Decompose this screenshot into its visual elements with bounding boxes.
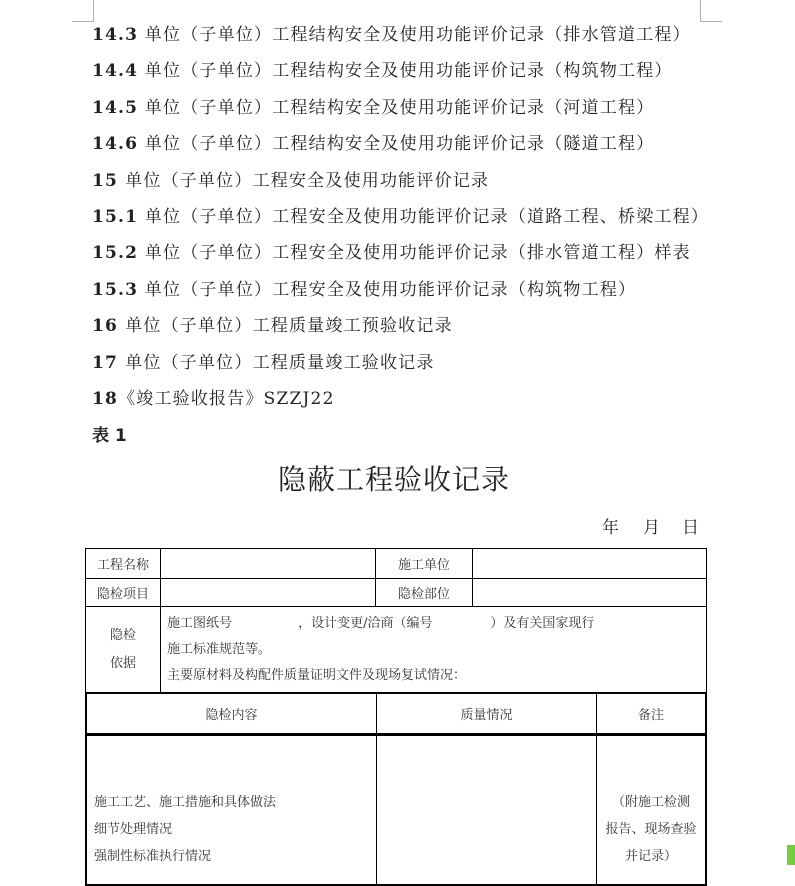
- note-line-1: （附施工检测: [611, 795, 690, 810]
- date-year-label: 年: [602, 518, 619, 538]
- toc-item: [92, 385, 732, 421]
- toc-item-text: 单位（子单位）工程质量竣工预验收记录: [125, 316, 453, 337]
- toc-item-text: 单位（子单位）工程安全及使用功能评价记录（道路工程、桥梁工程）: [144, 206, 710, 227]
- toc-item: [92, 21, 732, 57]
- basis-label: [86, 607, 161, 693]
- header-row-container: [86, 693, 707, 735]
- body-row: [86, 735, 706, 885]
- toc-item: [92, 94, 732, 130]
- corner-mark: [787, 845, 795, 865]
- toc-item-number: 18: [92, 388, 119, 409]
- concealed-item-label: 隐检项目: [86, 579, 161, 607]
- concealed-item-value[interactable]: [161, 579, 376, 607]
- basis-line-2: 施工标准规范等。: [167, 641, 272, 657]
- concealed-location-value[interactable]: [473, 579, 707, 607]
- toc-item: [92, 312, 732, 348]
- toc-item: [92, 130, 732, 166]
- toc-item-number: 17: [92, 352, 126, 373]
- toc-item: [92, 203, 732, 239]
- toc-item-number: 16: [92, 316, 126, 337]
- toc-item-number: 14.3: [92, 25, 139, 45]
- form-row-project: [86, 549, 707, 579]
- date-day-label: 日: [682, 518, 699, 538]
- project-name-value[interactable]: [161, 549, 376, 579]
- toc-item-text: 单位（子单位）工程安全及使用功能评价记录（构筑物工程）: [144, 279, 637, 300]
- note-header: 备注: [597, 694, 706, 734]
- toc-item-text: 单位（子单位）工程质量竣工验收记录: [125, 352, 435, 373]
- quality-cell[interactable]: [377, 736, 597, 885]
- form-row-item: [86, 579, 707, 607]
- form-row-body: [86, 735, 707, 886]
- basis-label-line-2: 依据: [109, 655, 136, 671]
- form-row-headers: [86, 693, 707, 735]
- basis-label-line-1: 隐检: [109, 627, 136, 643]
- toc-item-text: 单位（子单位）工程结构安全及使用功能评价记录（排水管道工程）: [144, 25, 691, 45]
- toc-item-number: 15.3: [92, 279, 139, 300]
- content-cell[interactable]: [87, 736, 377, 885]
- toc-item: [92, 349, 732, 385]
- content-line-2: 细节处理情况: [94, 822, 173, 837]
- inspection-form: [85, 548, 707, 886]
- toc-item-number: 15: [92, 170, 126, 191]
- form-row-basis: [86, 607, 707, 693]
- date-month-label: 月: [643, 518, 660, 538]
- quality-header: 质量情况: [377, 694, 597, 734]
- crop-mark-left-vertical: [93, 0, 94, 21]
- toc-item: [92, 167, 732, 203]
- note-line-2: 报告、现场查验: [605, 822, 697, 837]
- basis-content[interactable]: [161, 607, 707, 693]
- toc-item: [92, 239, 732, 275]
- note-line-3: 并记录）: [624, 849, 677, 864]
- toc-item-number: 15.2: [92, 243, 139, 264]
- toc-item-text: 《竣工验收报告》SZZJ22: [118, 388, 335, 409]
- crop-mark-left-horizontal: [72, 21, 94, 22]
- project-name-label: 工程名称: [86, 549, 161, 579]
- toc-item-text: 单位（子单位）工程结构安全及使用功能评价记录（隧道工程）: [144, 134, 655, 155]
- toc-item-text: 单位（子单位）工程结构安全及使用功能评价记录（河道工程）: [144, 97, 655, 118]
- content-header: 隐检内容: [87, 694, 377, 734]
- crop-mark-right-vertical: [700, 0, 701, 21]
- table-label: 表 1: [92, 426, 127, 446]
- content-line-3: 强制性标准执行情况: [94, 849, 212, 864]
- toc-item-number: 14.5: [92, 97, 139, 118]
- toc-item-text: 单位（子单位）工程结构安全及使用功能评价记录（构筑物工程）: [144, 61, 673, 82]
- construction-unit-label: 施工单位: [376, 549, 473, 579]
- toc-item-number: 14.6: [92, 134, 139, 155]
- basis-line-3: 主要原材料及构配件质量证明文件及现场复试情况：: [167, 667, 467, 683]
- toc-item: [92, 276, 732, 312]
- toc-item-number: 14.4: [92, 61, 139, 82]
- construction-unit-value[interactable]: [473, 549, 707, 579]
- toc-item: [92, 57, 732, 93]
- header-row: [86, 693, 706, 734]
- date-line: [602, 513, 699, 538]
- document-title: 隐蔽工程验收记录: [277, 463, 510, 496]
- toc-item-number: 15.1: [92, 206, 139, 227]
- toc-item-text: 单位（子单位）工程安全及使用功能评价记录（排水管道工程）样表: [144, 243, 691, 264]
- basis-line-1: 施工图纸号 ，设计变更/洽商（编号 ）及有关国家现行: [167, 615, 595, 631]
- body-row-container: [86, 735, 707, 886]
- toc-list: [92, 21, 732, 421]
- note-cell[interactable]: [597, 736, 706, 885]
- toc-item-text: 单位（子单位）工程安全及使用功能评价记录: [125, 170, 490, 191]
- concealed-location-label: 隐检部位: [376, 579, 473, 607]
- content-line-1: 施工工艺、施工措施和具体做法: [94, 795, 277, 810]
